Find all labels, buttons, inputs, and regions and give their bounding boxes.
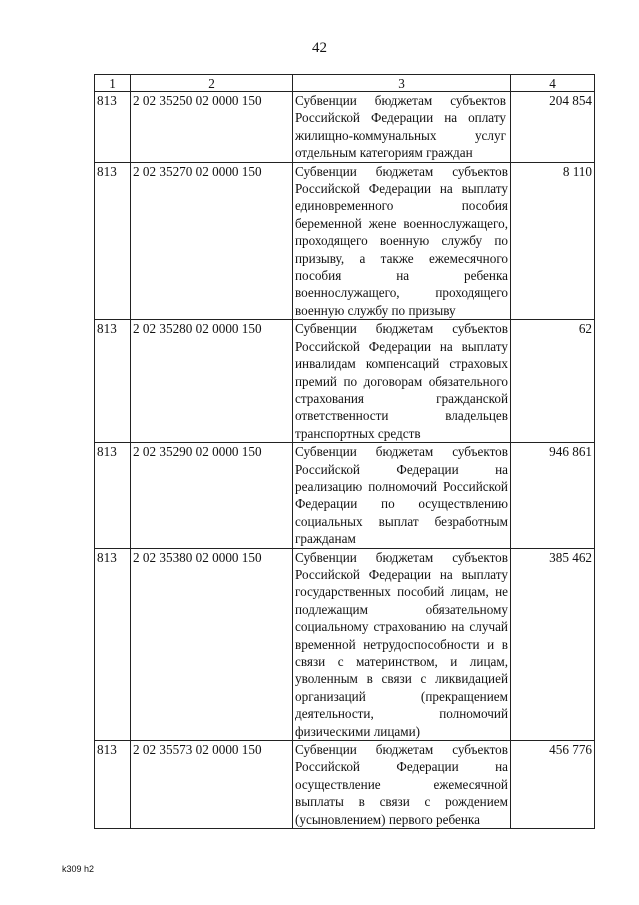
amount: 204 854 (511, 92, 595, 163)
amount: 946 861 (511, 443, 595, 548)
admin-code: 813 (95, 162, 131, 320)
admin-code: 813 (95, 443, 131, 548)
admin-code: 813 (95, 320, 131, 443)
revenue-code: 2 02 35280 02 0000 150 (131, 320, 293, 443)
table-row (95, 443, 595, 548)
revenue-description: Субвенции бюджетам субъектов Российской Федерации на выплату инвалидам компенсаций страховых премий по договорам обязательного страхования гражданской ответственности владельцев транспортных средств (293, 320, 511, 443)
amount: 8 110 (511, 162, 595, 320)
table-row (95, 548, 595, 740)
amount: 385 462 (511, 548, 595, 740)
admin-code: 813 (95, 741, 131, 829)
table-row (95, 741, 595, 829)
revenue-description: Субвенции бюджетам субъектов Российской Федерации на оплату жилищно-коммунальных услуг отдельным категориям граждан (293, 92, 511, 163)
revenue-description: Субвенции бюджетам субъектов Российской Федерации на выплату государственных пособий лицам, не подлежащим обязательному социальному страхованию на случай временной нетрудоспособности и в связи с материнством, и лицам, уволенным в связи с ликвидацией организаций (прекращением деятельности, полномочий физическими лицами) (293, 548, 511, 740)
revenue-code: 2 02 35573 02 0000 150 (131, 741, 293, 829)
admin-code: 813 (95, 92, 131, 163)
revenue-description: Субвенции бюджетам субъектов Российской Федерации на выплату единовременного пособия беременной жене военнослужащего, проходящего военную службу по призыву, а также ежемесячного пособия на ребенка военнослужащего, проходящего военную службу по призыву (293, 162, 511, 320)
revenue-description: Субвенции бюджетам субъектов Российской Федерации на реализацию полномочий Российской Федерации по осуществлению социальных выплат безработным гражданам (293, 443, 511, 548)
header-col-4: 4 (511, 75, 595, 92)
revenue-code: 2 02 35270 02 0000 150 (131, 162, 293, 320)
revenue-code: 2 02 35380 02 0000 150 (131, 548, 293, 740)
revenue-code: 2 02 35290 02 0000 150 (131, 443, 293, 548)
table-row (95, 92, 595, 163)
document-footer-code: k309 h2 (62, 864, 95, 874)
table-header-row (95, 75, 595, 92)
header-col-2: 2 (131, 75, 293, 92)
table-row (95, 162, 595, 320)
revenue-description: Субвенции бюджетам субъектов Российской Федерации на осуществление ежемесячной выплаты в связи с рождением (усыновлением) первого ребенка (293, 741, 511, 829)
revenue-code: 2 02 35250 02 0000 150 (131, 92, 293, 163)
header-col-1: 1 (95, 75, 131, 92)
page-number: 42 (312, 40, 327, 56)
budget-table (94, 74, 595, 829)
amount: 62 (511, 320, 595, 443)
header-col-3: 3 (293, 75, 511, 92)
table-row (95, 320, 595, 443)
admin-code: 813 (95, 548, 131, 740)
amount: 456 776 (511, 741, 595, 829)
